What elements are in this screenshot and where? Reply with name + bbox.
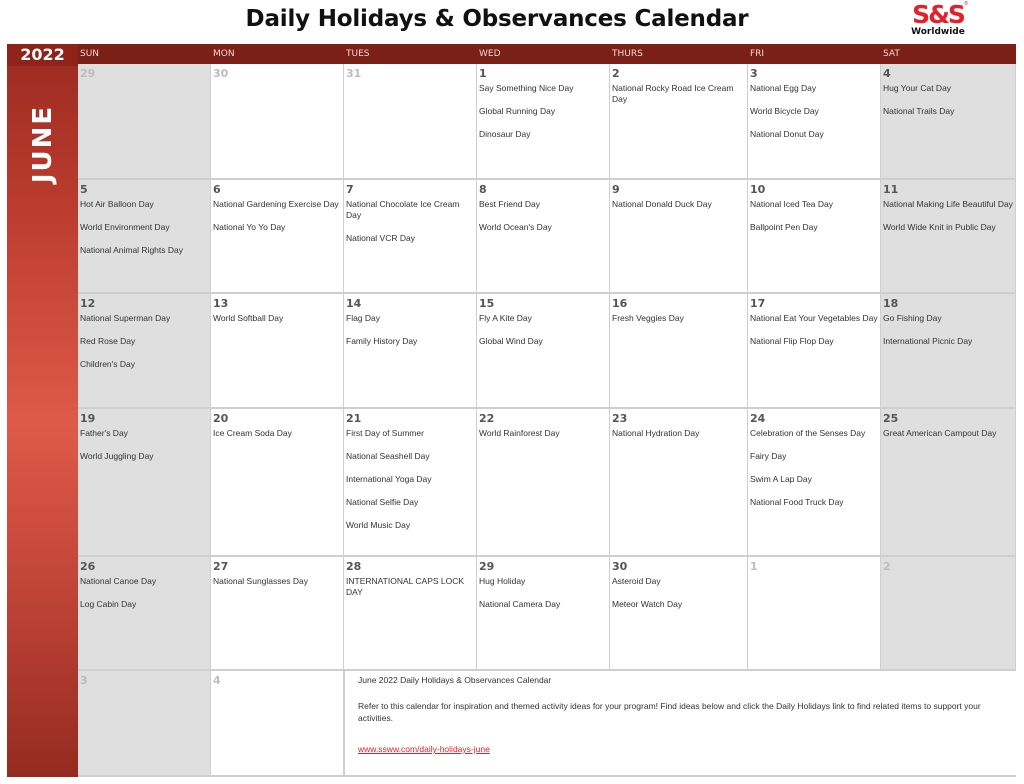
day-number: 12 (80, 297, 96, 310)
day-cell (477, 180, 610, 294)
day-number: 11 (883, 183, 899, 196)
holiday-event: Say Something Nice Day (479, 83, 574, 93)
holiday-event: World Environment Day (80, 222, 170, 232)
day-number: 29 (479, 560, 495, 573)
holiday-event: National Trails Day (883, 106, 955, 116)
holiday-event: National Selfie Day (346, 497, 419, 507)
holiday-event: Father's Day (80, 428, 128, 438)
day-number: 22 (479, 412, 495, 425)
day-number: 13 (213, 297, 229, 310)
holiday-event: National Making Life Beautiful Day (883, 199, 1013, 209)
day-cell (881, 409, 1016, 557)
day-number: 24 (750, 412, 766, 425)
day-number: 16 (612, 297, 628, 310)
holiday-event: Hot Air Balloon Day (80, 199, 154, 209)
day-cell (881, 180, 1016, 294)
holiday-event: INTERNATIONAL CAPS LOCK DAY (346, 576, 465, 597)
day-number: 2 (883, 560, 891, 573)
day-cell (211, 180, 344, 294)
day-cell (748, 409, 881, 557)
day-cell (477, 294, 610, 409)
day-cell (881, 64, 1016, 180)
holiday-event: National Eat Your Vegetables Day (750, 313, 878, 323)
holiday-event: National Camera Day (479, 599, 561, 609)
holiday-event: National Superman Day (80, 313, 171, 323)
day-number: 18 (883, 297, 899, 310)
holiday-event: Flag Day (346, 313, 381, 323)
day-number: 31 (346, 67, 362, 80)
day-cell (211, 294, 344, 409)
day-cell (78, 64, 211, 180)
day-number: 1 (750, 560, 758, 573)
day-cell (344, 409, 477, 557)
holiday-event: Children's Day (80, 359, 136, 369)
holiday-event: National Egg Day (750, 83, 817, 93)
day-number: 30 (213, 67, 229, 80)
note-body: Refer to this calendar for inspiration and themed activity ideas for your program! Find ideas below and click the Daily Holidays link to find related items to support your activities. (358, 701, 981, 723)
day-number: 4 (883, 67, 891, 80)
calendar-note (344, 671, 1016, 777)
holiday-event: National Food Truck Day (750, 497, 844, 507)
day-number: 21 (346, 412, 362, 425)
holiday-event: National Hydration Day (612, 428, 700, 438)
day-cell (78, 557, 211, 671)
day-cell (748, 294, 881, 409)
holiday-event: Celebration of the Senses Day (750, 428, 866, 438)
day-cell (344, 180, 477, 294)
month-label: JUNE (28, 104, 58, 184)
holiday-event: World Rainforest Day (479, 428, 560, 438)
daily-holidays-link[interactable]: www.ssww.com/daily-holidays-june (358, 744, 490, 754)
day-cell (78, 409, 211, 557)
day-cell (881, 557, 1016, 671)
day-number: 2 (612, 67, 620, 80)
holiday-event: Go Fishing Day (883, 313, 942, 323)
month-sidebar (7, 44, 78, 777)
day-cell (610, 557, 748, 671)
day-cell (211, 409, 344, 557)
day-cell (78, 671, 211, 777)
holiday-event: National Rocky Road Ice Cream Day (612, 83, 734, 104)
day-number: 8 (479, 183, 487, 196)
weekday-tues: TUES (346, 49, 370, 59)
day-number: 3 (750, 67, 758, 80)
day-number: 9 (612, 183, 620, 196)
holiday-event: National Iced Tea Day (750, 199, 834, 209)
weekday-fri: FRI (750, 49, 765, 59)
weekday-header (78, 44, 1016, 64)
holiday-event: World Bicycle Day (750, 106, 819, 116)
day-cell (477, 557, 610, 671)
holiday-event: Ice Cream Soda Day (213, 428, 292, 438)
day-cell (477, 64, 610, 180)
day-number: 3 (80, 674, 88, 687)
day-cell (78, 294, 211, 409)
day-cell (881, 294, 1016, 409)
day-number: 15 (479, 297, 495, 310)
holiday-event: Global Wind Day (479, 336, 543, 346)
brand-logo (906, 1, 970, 45)
holiday-event: Log Cabin Day (80, 599, 137, 609)
day-cell (610, 64, 748, 180)
holiday-event: Best Friend Day (479, 199, 540, 209)
registered-mark: ® (964, 1, 968, 7)
day-number: 27 (213, 560, 229, 573)
day-number: 1 (479, 67, 487, 80)
logo-mark: S&S (912, 0, 964, 29)
holiday-event: National Chocolate Ice Cream Day (346, 199, 460, 220)
day-cell (344, 557, 477, 671)
day-number: 19 (80, 412, 96, 425)
holiday-event: Fresh Veggies Day (612, 313, 684, 323)
holiday-event: National Yo Yo Day (213, 222, 286, 232)
holiday-event: Swim A Lap Day (750, 474, 812, 484)
holiday-event: National Donut Day (750, 129, 824, 139)
holiday-event: Hug Holiday (479, 576, 526, 586)
holiday-event: National VCR Day (346, 233, 415, 243)
holiday-event: Dinosaur Day (479, 129, 531, 139)
day-cell (748, 557, 881, 671)
holiday-event: National Gardening Exercise Day (213, 199, 339, 209)
holiday-event: National Canoe Day (80, 576, 157, 586)
day-cell (211, 557, 344, 671)
holiday-event: Great American Campout Day (883, 428, 997, 438)
holiday-event: Family History Day (346, 336, 418, 346)
holiday-event: National Donald Duck Day (612, 199, 712, 209)
day-cell (78, 180, 211, 294)
holiday-event: Hug Your Cat Day (883, 83, 952, 93)
logo-subtitle: Worldwide (911, 27, 965, 37)
day-number: 28 (346, 560, 362, 573)
day-cell (610, 409, 748, 557)
page-title: Daily Holidays & Observances Calendar (245, 6, 749, 32)
holiday-event: Red Rose Day (80, 336, 136, 346)
weekday-thurs: THURS (612, 49, 643, 59)
holiday-event: Fairy Day (750, 451, 787, 461)
day-number: 10 (750, 183, 766, 196)
day-number: 5 (80, 183, 88, 196)
weekday-sun: SUN (80, 49, 100, 59)
day-number: 17 (750, 297, 766, 310)
holiday-event: World Wide Knit in Public Day (883, 222, 996, 232)
holiday-event: Asteroid Day (612, 576, 661, 586)
day-cell (610, 180, 748, 294)
holiday-event: Global Running Day (479, 106, 556, 116)
holiday-event: Ballpoint Pen Day (750, 222, 818, 232)
day-cell (610, 294, 748, 409)
holiday-event: National Flip Flop Day (750, 336, 834, 346)
holiday-event: World Softball Day (213, 313, 284, 323)
holiday-event: National Seashell Day (346, 451, 430, 461)
holiday-event: World Ocean's Day (479, 222, 552, 232)
holiday-event: National Sunglasses Day (213, 576, 308, 586)
holiday-event: Meteor Watch Day (612, 599, 683, 609)
day-number: 29 (80, 67, 96, 80)
holiday-event: First Day of Summer (346, 428, 424, 438)
holiday-event: International Picnic Day (883, 336, 973, 346)
day-number: 14 (346, 297, 362, 310)
day-number: 30 (612, 560, 628, 573)
day-cell (211, 64, 344, 180)
day-number: 23 (612, 412, 628, 425)
holiday-event: International Yoga Day (346, 474, 432, 484)
day-number: 6 (213, 183, 221, 196)
weekday-sat: SAT (883, 49, 900, 59)
day-cell (344, 294, 477, 409)
day-cell (748, 180, 881, 294)
day-cell (477, 409, 610, 557)
holiday-event: World Juggling Day (80, 451, 154, 461)
holiday-event: National Animal Rights Day (80, 245, 183, 255)
day-number: 7 (346, 183, 354, 196)
day-number: 26 (80, 560, 96, 573)
weekday-mon: MON (213, 49, 235, 59)
day-cell (748, 64, 881, 180)
holiday-event: Fly A Kite Day (479, 313, 532, 323)
note-title: June 2022 Daily Holidays & Observances Calendar (358, 675, 552, 685)
year-label: 2022 (7, 44, 78, 66)
day-number: 4 (213, 674, 221, 687)
day-cell (211, 671, 344, 777)
day-cell (344, 64, 477, 180)
day-number: 20 (213, 412, 229, 425)
day-number: 25 (883, 412, 899, 425)
holiday-event: World Music Day (346, 520, 411, 530)
weekday-wed: WED (479, 49, 501, 59)
